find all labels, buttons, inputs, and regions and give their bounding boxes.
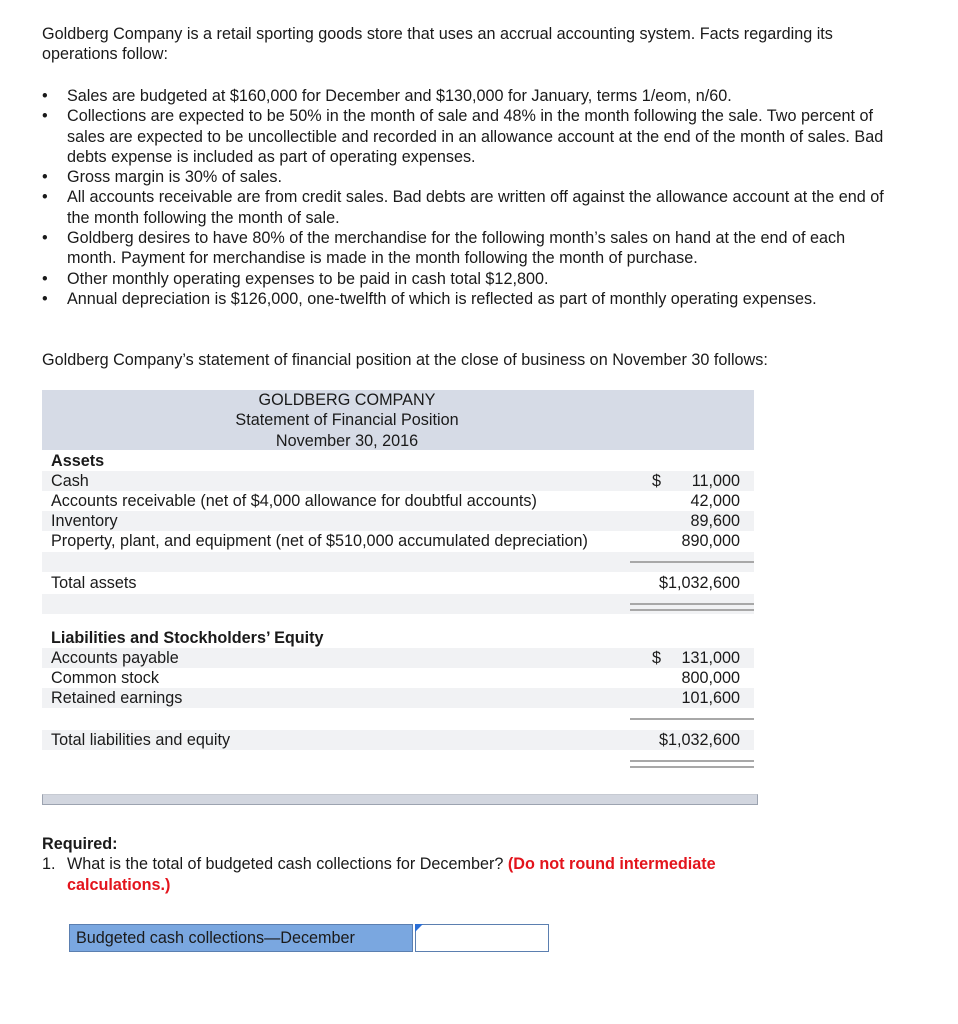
total-assets-value: $1,032,600 [658, 574, 740, 592]
total-le-label: Total liabilities and equity [51, 731, 231, 749]
ap-value: 131,000 [681, 649, 740, 667]
company-name: GOLDBERG COMPANY [258, 391, 436, 409]
question-text: What is the total of budgeted cash collections for December? [67, 855, 504, 874]
list-item: • Annual depreciation is $126,000, one-twelfth of which is reflected as part of monthly operating expenses. [42, 289, 817, 308]
statement-header [42, 390, 754, 450]
total-le-value: $1,032,600 [658, 731, 740, 749]
total-assets-row [42, 573, 754, 593]
bullet-icon: • [42, 289, 48, 308]
retained-earnings-value: 101,600 [681, 689, 740, 707]
inventory-label: Inventory [51, 512, 118, 530]
double-rule-bottom [630, 609, 754, 611]
inventory-value: 89,600 [690, 512, 740, 530]
question-note-line1: (Do not round intermediate [507, 855, 716, 874]
statement-date: November 30, 2016 [275, 431, 419, 450]
question-1 [42, 854, 922, 895]
question-number: 1. [42, 855, 56, 874]
answer-label: Budgeted cash collections—December [69, 924, 413, 952]
ap-label: Accounts payable [51, 649, 179, 667]
table-row [42, 648, 754, 668]
table-row [42, 688, 754, 708]
answer-row [69, 924, 549, 952]
list-item: • Goldberg desires to have 80% of the merchandise for the following month’s sales on hand at the end of each month. Payment for merchandise is made in the month following the month of purchase. [42, 229, 846, 268]
statement-intro: Goldberg Company’s statement of financial position at the close of business on November 30 follows: [42, 351, 768, 369]
budgeted-cash-collections-input[interactable] [419, 926, 547, 952]
cash-label: Cash [51, 472, 89, 490]
assets-heading: Assets [51, 452, 105, 470]
input-flag-icon [415, 924, 423, 932]
liab-heading-row [42, 628, 754, 648]
double-rule-bottom [630, 766, 754, 768]
statement-footer-bar [42, 794, 758, 805]
bullet-icon: • [42, 107, 48, 126]
bullet-icon: • [42, 269, 48, 288]
subtotal-rule [630, 561, 754, 563]
question-note-line2: calculations.) [67, 875, 171, 894]
retained-earnings-label: Retained earnings [51, 689, 183, 707]
list-item: • Collections are expected to be 50% in the month of sale and 48% in the month following the sale. Two percent of sales are expected to be uncollectible and recorded in an allowance account at the end of the month of sales. Bad debts expense is included as part of operating expenses. [42, 107, 884, 166]
ppe-value: 890,000 [681, 532, 740, 550]
total-le-row [42, 730, 754, 750]
intro-text: Goldberg Company is a retail sporting goods store that uses an accrual accounting system. Facts regarding its operations follow: [42, 25, 833, 64]
required-section [42, 834, 922, 895]
table-row [42, 471, 754, 491]
double-rule-top [630, 760, 754, 762]
common-stock-label: Common stock [51, 669, 159, 687]
list-item: • All accounts receivable are from credit sales. Bad debts are written off against the allowance account at the end of the month following the month of sale. [42, 188, 884, 227]
ar-label: Accounts receivable (net of $4,000 allowance for doubtful accounts) [51, 492, 537, 510]
ppe-label: Property, plant, and equipment (net of $510,000 accumulated depreciation) [51, 532, 588, 550]
table-row [42, 511, 754, 531]
assets-heading-row [42, 451, 754, 471]
double-rule-top [630, 603, 754, 605]
table-row [42, 668, 754, 688]
table-row [42, 491, 754, 511]
list-item: • Gross margin is 30% of sales. [42, 168, 283, 187]
list-item: • Sales are budgeted at $160,000 for December and $130,000 for January, terms 1/eom, n/60. [42, 87, 732, 105]
answer-input-cell[interactable] [415, 924, 549, 952]
bullet-icon: • [42, 188, 48, 207]
subtotal-rule [630, 718, 754, 720]
financial-statement [42, 390, 754, 749]
common-stock-value: 800,000 [681, 669, 740, 687]
ar-value: 42,000 [690, 492, 740, 510]
table-row [42, 531, 754, 551]
ap-dollar-sign: $ [652, 649, 662, 667]
facts-list [42, 86, 892, 309]
list-item: • Other monthly operating expenses to be paid in cash total $12,800. [42, 269, 549, 288]
statement-title: Statement of Financial Position [235, 411, 459, 430]
bullet-icon: • [42, 229, 48, 248]
bullet-icon: • [42, 168, 48, 187]
required-heading: Required: [42, 835, 118, 853]
bullet-icon: • [42, 87, 48, 105]
total-assets-label: Total assets [51, 574, 137, 592]
liabilities-heading: Liabilities and Stockholders’ Equity [51, 629, 324, 647]
cash-value: 11,000 [691, 472, 740, 490]
cash-dollar-sign: $ [652, 472, 662, 490]
